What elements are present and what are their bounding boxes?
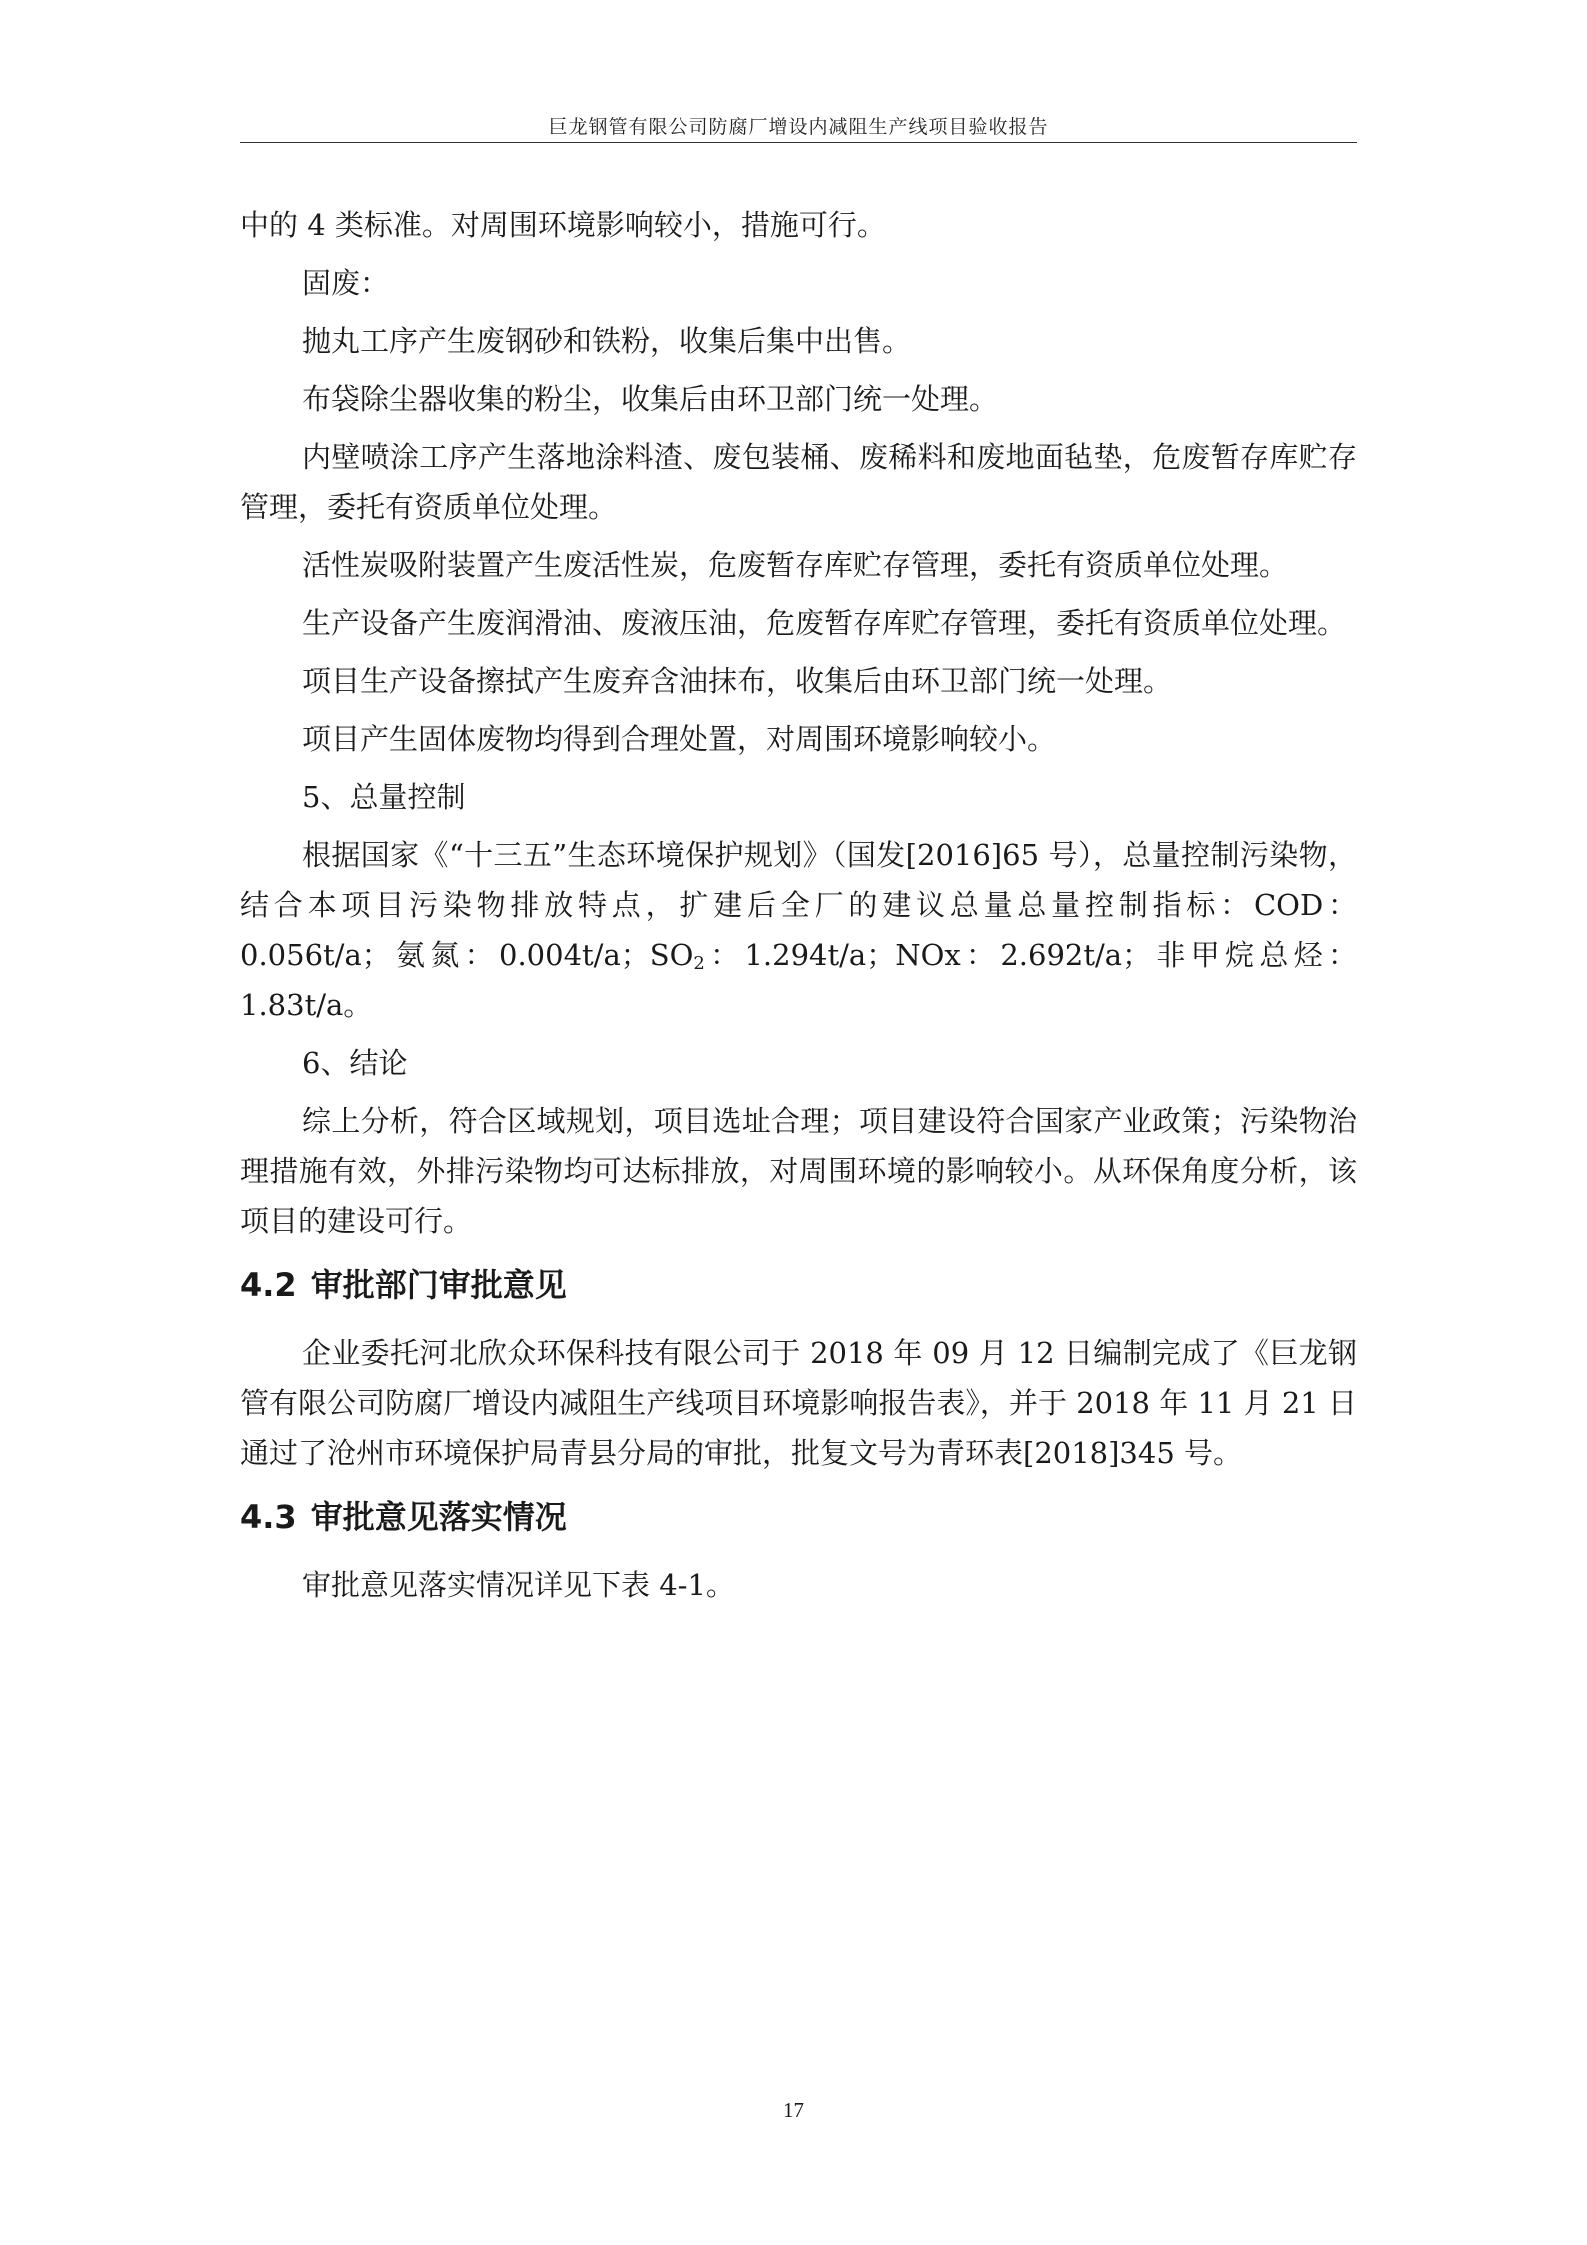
page-number: 17 (783, 2098, 804, 2122)
section-number-4-3: 4.3 (240, 1498, 297, 1536)
document-body (240, 200, 1357, 1618)
subheading-total-control: 5、总量控制 (302, 780, 466, 814)
paragraph-oily-rags: 项目生产设备擦拭产生废弃含油抹布，收集后由环卫部门统一处理。 (302, 664, 1173, 698)
section-title-4-2: 审批部门审批意见 (310, 1266, 567, 1304)
so2-subscript: 2 (693, 953, 705, 974)
subheading-conclusion: 6、结论 (302, 1046, 408, 1080)
section-title-4-3: 审批意见落实情况 (310, 1498, 567, 1536)
paragraph-waste-oil: 生产设备产生废润滑油、废液压油，危废暂存库贮存管理，委托有资质单位处理。 (302, 606, 1347, 640)
total-control-text-post: ：1.294t/a；NOx：2.692t/a；非甲烷总烃：1.83t/a。 (240, 938, 1357, 1022)
paragraph-solid-waste-summary: 项目产生固体废物均得到合理处置，对周围环境影响较小。 (302, 722, 1057, 756)
paragraph-implementation: 审批意见落实情况详见下表 4-1。 (302, 1568, 735, 1602)
paragraph-approval-opinion: 企业委托河北欣众环保科技有限公司于 2018 年 09 月 12 日编制完成了《巨龙钢管有限公司防腐厂增设内减阻生产线项目环境影响报告表》，并于 2018 年 11 月 21 日通过了沧州市环境保护局青县分局的审批，批复文号为青环表[2018]345 号。 (240, 1336, 1357, 1470)
paragraph-noise-conclusion: 中的 4 类标准。对周围环境影响较小，措施可行。 (240, 208, 886, 242)
paragraph-solid-waste-heading: 固废： (302, 266, 390, 300)
paragraph-activated-carbon: 活性炭吸附装置产生废活性炭，危废暂存库贮存管理，委托有资质单位处理。 (302, 548, 1289, 582)
header-divider (240, 142, 1357, 143)
section-heading-4-3 (240, 1492, 1357, 1542)
paragraph-total-control (240, 830, 1357, 1030)
paragraph-baghouse-dust: 布袋除尘器收集的粉尘，收集后由环卫部门统一处理。 (302, 382, 999, 416)
paragraph-conclusion: 综上分析，符合区域规划，项目选址合理；项目建设符合国家产业政策；污染物治理措施有效，外排污染物均可达标排放，对周围环境的影响较小。从环保角度分析，该项目的建设可行。 (240, 1104, 1357, 1238)
section-heading-4-2 (240, 1260, 1357, 1310)
paragraph-spray-coating-waste: 内壁喷涂工序产生落地涂料渣、废包装桶、废稀料和废地面毡垫，危废暂存库贮存管理，委托有资质单位处理。 (240, 440, 1357, 524)
total-control-text-pre: 根据国家《“十三五”生态环境保护规划》（国发[2016]65 号），总量控制污染物，结合本项目污染物排放特点，扩建后全厂的建议总量总量控制指标：COD：0.056t/a；氨氮：0.004t/a；SO (240, 838, 1357, 972)
paragraph-shot-blasting-waste: 抛丸工序产生废钢砂和铁粉，收集后集中出售。 (302, 324, 912, 358)
page-header-title: 巨龙钢管有限公司防腐厂增设内减阻生产线项目验收报告 (548, 116, 1049, 138)
section-number-4-2: 4.2 (240, 1266, 297, 1304)
